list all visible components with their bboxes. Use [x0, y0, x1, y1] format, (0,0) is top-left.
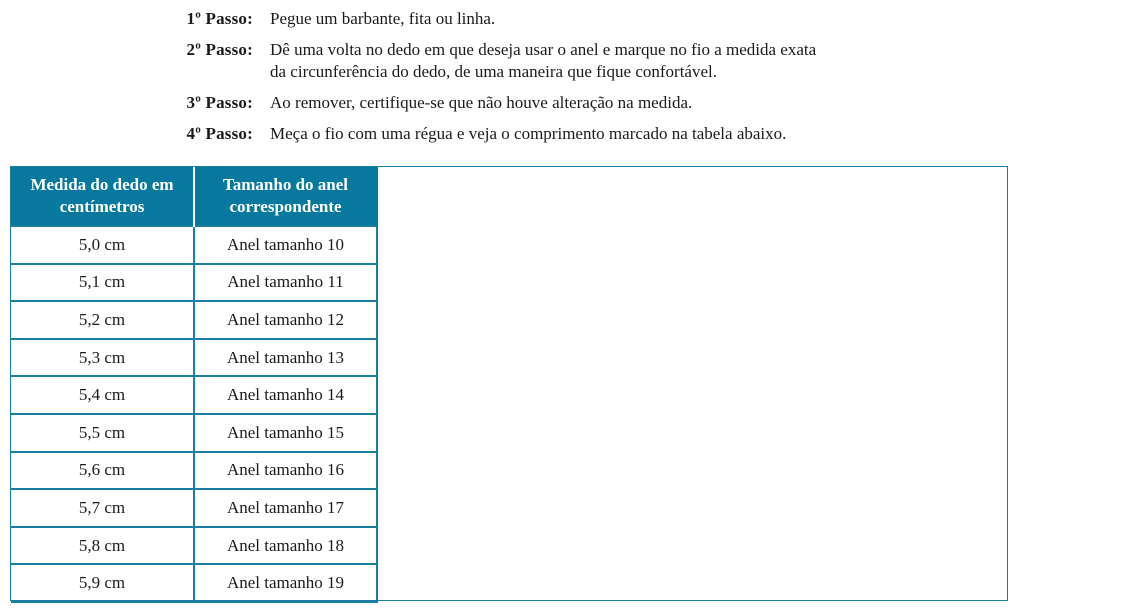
- table-row: [11, 564, 377, 602]
- step-3: [150, 92, 970, 114]
- size-table-frame: [10, 166, 1008, 601]
- header-finger-measure: Medida do dedo em centímetros: [11, 167, 194, 226]
- step-label: 3º Passo:: [186, 93, 253, 112]
- table-row: [11, 527, 377, 565]
- cell-ring-size: Anel tamanho 18: [194, 527, 377, 565]
- step-label: 1º Passo:: [186, 9, 253, 28]
- cell-ring-size: Anel tamanho 16: [194, 452, 377, 490]
- cell-ring-size: Anel tamanho 19: [194, 564, 377, 602]
- cell-finger-measure: 5,0 cm: [11, 226, 194, 264]
- step-1: [150, 8, 970, 30]
- cell-finger-measure: 5,9 cm: [11, 564, 194, 602]
- cell-finger-measure: 5,6 cm: [11, 452, 194, 490]
- table-row: [11, 339, 377, 377]
- cell-finger-measure: 5,8 cm: [11, 527, 194, 565]
- cell-ring-size: Anel tamanho 15: [194, 414, 377, 452]
- table-row: [11, 376, 377, 414]
- cell-ring-size: Anel tamanho 14: [194, 376, 377, 414]
- steps-list: [150, 8, 970, 154]
- table-row: [11, 452, 377, 490]
- table-row: [11, 489, 377, 527]
- cell-ring-size: Anel tamanho 12: [194, 301, 377, 339]
- ring-size-table: [11, 167, 378, 603]
- table-header-row: [11, 167, 377, 226]
- cell-finger-measure: 5,2 cm: [11, 301, 194, 339]
- table-row: [11, 414, 377, 452]
- cell-finger-measure: 5,5 cm: [11, 414, 194, 452]
- step-text: Meça o fio com uma régua e veja o comprimento marcado na tabela abaixo.: [270, 124, 787, 143]
- cell-finger-measure: 5,7 cm: [11, 489, 194, 527]
- cell-finger-measure: 5,4 cm: [11, 376, 194, 414]
- step-text: Ao remover, certifique-se que não houve alteração na medida.: [270, 93, 693, 112]
- cell-ring-size: Anel tamanho 17: [194, 489, 377, 527]
- table-row: [11, 301, 377, 339]
- cell-ring-size: Anel tamanho 13: [194, 339, 377, 377]
- step-4: [150, 123, 970, 145]
- cell-finger-measure: 5,3 cm: [11, 339, 194, 377]
- table-row: [11, 226, 377, 264]
- cell-ring-size: Anel tamanho 11: [194, 264, 377, 302]
- step-label: 4º Passo:: [186, 124, 253, 143]
- step-label: 2º Passo:: [186, 40, 253, 59]
- cell-finger-measure: 5,1 cm: [11, 264, 194, 302]
- cell-ring-size: Anel tamanho 10: [194, 226, 377, 264]
- step-text-line: Dê uma volta no dedo em que deseja usar o anel e marque no fio a medida exata: [270, 40, 817, 59]
- step-text: [270, 39, 816, 83]
- table-row: [11, 264, 377, 302]
- step-text: Pegue um barbante, fita ou linha.: [270, 9, 496, 28]
- step-text-line: da circunferência do dedo, de uma maneira que fique confortável.: [270, 62, 717, 81]
- header-ring-size: Tamanho do anel correspondente: [194, 167, 377, 226]
- step-2: [150, 39, 970, 83]
